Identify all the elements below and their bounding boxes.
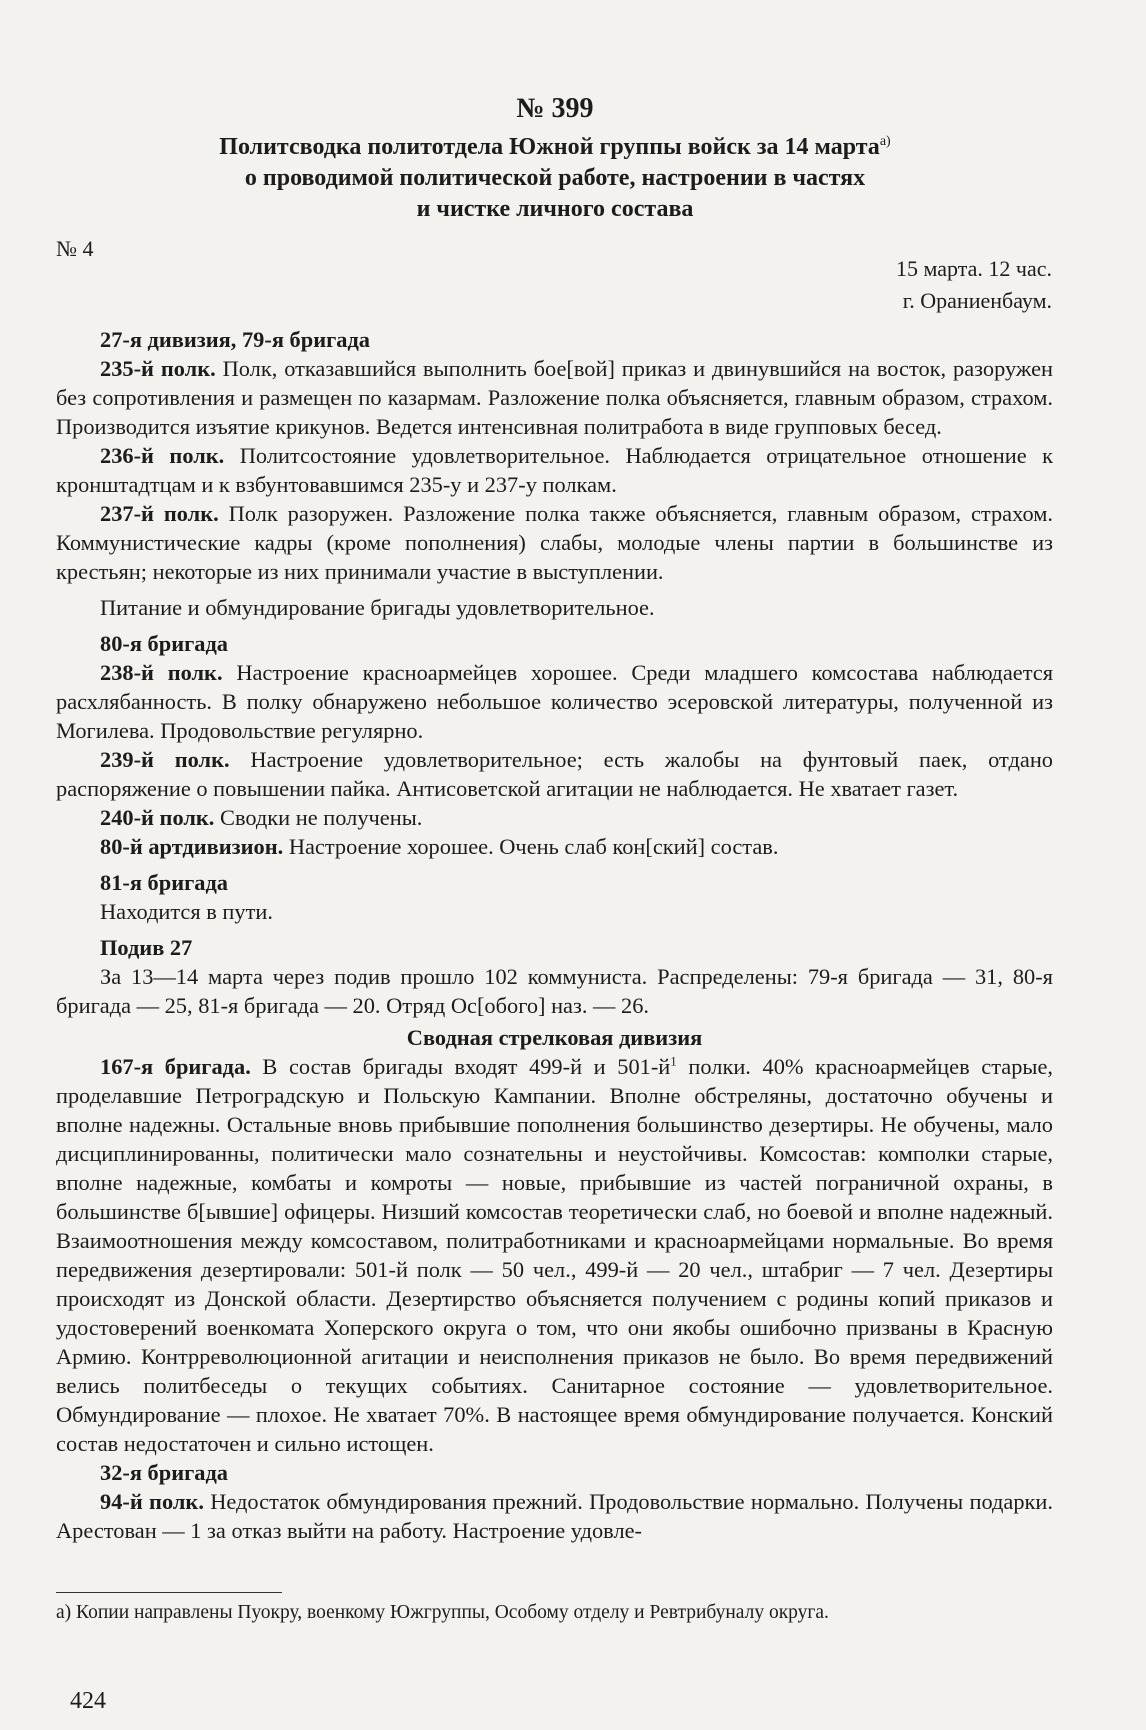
footnote-a: а) Копии направлены Пуокру, военкому Южгруппы, Особому отделу и Ревтрибуналу округа. <box>56 1602 829 1623</box>
paragraph-235th-regiment: 235-й полк. Полк, отказавшийся выполнить бое[вой] приказ и двинувшийся на восток, разоружен без сопротивления и размещен по казармам. Разложение полка объясняется, главным образом, страхом. Производится изъятие крикунов. Ведется интенсивная политработа в виде групповых бесед. <box>56 356 1053 439</box>
paragraph-79th-brigade-supply: Питание и обмундирование бригады удовлетворительное. <box>100 595 655 620</box>
title-line-3: и чистке личного состава <box>416 196 694 222</box>
footnote-ref-1: 1 <box>670 1053 677 1069</box>
section-heading-81st-brigade: 81-я бригада <box>100 870 228 895</box>
paragraph-237th-regiment: 237-й полк. Полк разоружен. Разложение полка также объясняется, главным образом, страхом. Коммунистические кадры (кроме пополнения) слабы, молодые члены партии в большинстве из крестьян; некоторые из них принимали участие в выступлении. <box>56 501 1053 584</box>
paragraph-80th-artillery-division: 80-й артдивизион. Настроение хорошее. Очень слаб кон[ский] состав. <box>100 834 779 859</box>
section-heading-combined-rifle-division: Сводная стрелковая дивизия <box>406 1025 703 1050</box>
title-note-mark: а) <box>879 134 891 149</box>
document-body <box>56 325 1053 1545</box>
date-place-block <box>896 253 1052 317</box>
paragraph-94th-regiment: 94-й полк. Недостаток обмундирования прежний. Продовольствие нормально. Получены подарки. Арестован — 1 за отказ выйти на работу. Настроение удовле- <box>56 1489 1053 1543</box>
paragraph-236th-regiment: 236-й полк. Политсостояние удовлетворительное. Наблюдается отрицательное отношение к кронштадтцам и к взбунтовавшимся 235-у и 237-у полкам. <box>56 443 1053 497</box>
paragraph-podiv-27: За 13—14 марта через подив прошло 102 коммуниста. Распределены: 79-я бригада — 31, 80-я бригада — 25, 81-я бригада — 20. Отряд Ос[обого] наз. — 26. <box>56 964 1053 1018</box>
svodka-number: № 4 <box>56 236 94 261</box>
paragraph-81st-brigade: Находится в пути. <box>100 899 273 924</box>
document-number: № 399 <box>516 93 594 124</box>
document-title-block <box>60 92 1050 225</box>
section-heading-32nd-brigade: 32-я бригада <box>100 1460 228 1485</box>
paragraph-240th-regiment: 240-й полк. Сводки не получены. <box>100 805 423 830</box>
paragraph-239th-regiment: 239-й полк. Настроение удовлетворительное; есть жалобы на фунтовый паек, отдано распоряжение о повышении пайка. Антисоветской агитации не наблюдается. Не хватает газет. <box>56 747 1054 801</box>
paragraph-238th-regiment: 238-й полк. Настроение красноармейцев хорошее. Среди младшего комсостава наблюдается расхлябанность. В полку обнаружено небольшое количество эсеровской литературы, полученной из Могилева. Продовольствие регулярно. <box>56 660 1053 743</box>
section-heading-80th-brigade: 80-я бригада <box>100 631 228 656</box>
paragraph-167th-brigade: 167-я бригада. В состав бригады входят 499-й и $501-й^1$ полки. 40% красноармейцев старые, проделавшие Петроградскую и Польскую Кампании. Вполне обстреляны, достаточно обучены и вполне надежны. Остальные вновь прибывшие пополнения большинство дезертиры. Не обучены, мало дисциплинированны, политически мало сознательны и неустойчивы. Комсостав: комполки старые, вполне надежные, комбаты и комроты — новые, прибывшие из частей пограничной охраны, в большинстве б[ывшие] офицеры. Низший комсостав теоретически слаб, но боевой и вполне надежный. Взаимоотношения между комсоставом, политработниками и красноармейцами нормальные. Во время передвижения дезертировали: 501-й полк — 50 чел., 499-й — 20 чел., штабриг — 7 чел. Дезертиры происходят из Донской области. Дезертирство объясняется получением с родины копий приказов и удостоверений военкомата Хоперского округа о том, что они якобы ошибочно призваны в Красную Армию. Контрреволюционной агитации и неисполнения приказов не было. Во время передвижений велись политбеседы о текущих событиях. Санитарное состояние — удовлетворительное. Обмундирование — плохое. Не хватает 70%. В настоящее время обмундирование получается. Конский состав недостаточен и сильно истощен. <box>56 1053 1053 1456</box>
page-number: 424 <box>70 1688 106 1714</box>
title-line-2: о проводимой политической работе, настроении в частях <box>244 165 866 191</box>
section-heading-27th-division: 27-я дивизия, 79-я бригада <box>100 327 370 352</box>
document-place: г. Ораниенбаум. <box>902 288 1052 313</box>
section-heading-podiv-27: Подив 27 <box>100 935 193 960</box>
footnote-divider <box>56 1592 282 1593</box>
document-date: 15 марта. 12 час. <box>896 256 1052 281</box>
title-line-1: Политсводка политотдела Южной группы войск за 14 марта$^{а)}$ <box>219 134 891 160</box>
